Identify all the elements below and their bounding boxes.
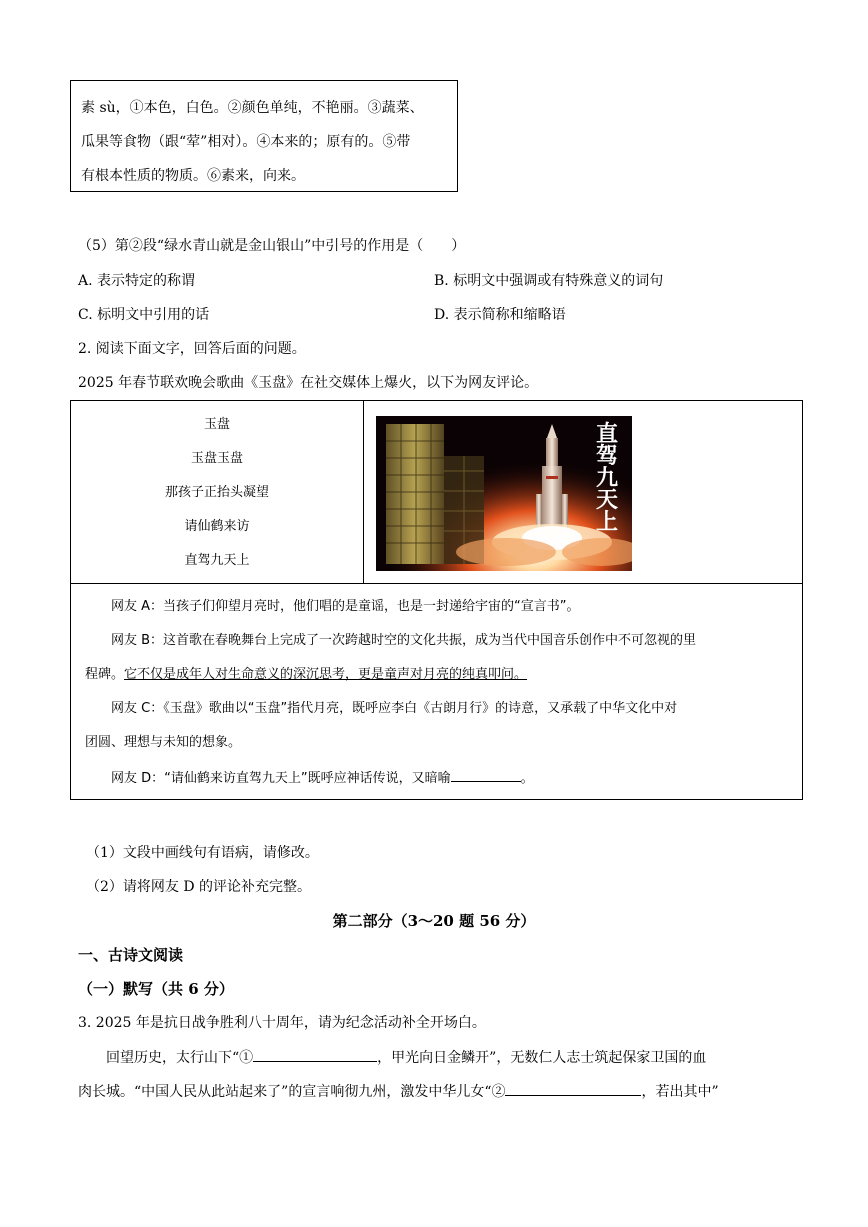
column-divider	[363, 401, 364, 583]
q5-stem: （5）第②段“绿水青山就是金山银山”中引号的作用是（ ）	[78, 238, 466, 254]
underlined-sentence: 它不仅是成年人对生命意义的深沉思考，更是童声对月亮的纯真叩问。	[124, 667, 528, 682]
comment-b-prefix: 程碑。	[85, 667, 125, 682]
part-two-title: 第二部分（3～20 题 56 分）	[332, 912, 536, 930]
image-caption: 直驾九天上	[595, 422, 618, 535]
comment-d-suffix: 。	[520, 771, 534, 786]
q5-option-d[interactable]: D. 表示简称和缩略语	[434, 307, 566, 323]
sub-question-1: （1）文段中画线句有语病，请修改。	[86, 845, 319, 861]
comment-b-line-1: 网友 B：这首歌在春晚舞台上完成了一次跨越时空的文化共振，成为当代中国音乐创作中不可忽视的里	[111, 633, 697, 648]
q3-line-2-b: ，若出其中”	[641, 1084, 719, 1100]
definition-line-2: 瓜果等食物（跟“荤”相对）。④本来的；原有的。⑤带	[81, 134, 411, 150]
poem-line-5: 直驾九天上	[184, 553, 250, 568]
comment-c-line-1: 网友 C：《玉盘》歌曲以“玉盘”指代月亮，既呼应李白《古朗月行》的诗意，又承载了中华文化中对	[111, 701, 678, 716]
q2-intro: 2. 阅读下面文字，回答后面的问题。	[78, 341, 306, 357]
q3-blank-2[interactable]	[505, 1081, 641, 1096]
row-divider	[71, 583, 802, 584]
comment-d	[111, 767, 534, 789]
comment-b-line-2	[85, 665, 527, 685]
comment-d-prefix: 网友 D：“请仙鹤来访直驾九天上”既呼应神话传说，又暗喻	[111, 771, 451, 786]
q3-intro: 3. 2025 年是抗日战争胜利八十周年，请为纪念活动补全开场白。	[78, 1015, 486, 1031]
q5-option-c[interactable]: C. 标明文中引用的话	[78, 307, 210, 323]
poem-line-3: 那孩子正抬头凝望	[164, 485, 269, 500]
section-1-title: 一、古诗文阅读	[78, 946, 184, 964]
definition-line-3: 有根本性质的物质。⑥素来，向来。	[81, 168, 305, 184]
q3-line-1-b: ，甲光向日金鳞开”，无数仁人志士筑起保家卫国的血	[377, 1050, 707, 1066]
q3-line-1-a: 回望历史，太行山下“①	[106, 1050, 254, 1066]
sub-question-2: （2）请将网友 D 的评论补充完整。	[86, 879, 312, 895]
comment-d-blank[interactable]	[451, 767, 521, 782]
q3-line-2-a: 肉长城。“中国人民从此站起来了”的宣言响彻九州，激发中华儿女“②	[78, 1084, 506, 1100]
comment-c-line-2: 团圆、理想与未知的想象。	[85, 735, 242, 750]
poem-line-2: 玉盘玉盘	[190, 451, 243, 466]
comment-a: 网友 A：当孩子们仰望月亮时，他们唱的是童谣，也是一封递给宇宙的“宣言书”。	[111, 599, 580, 614]
poem-line-1: 玉盘	[203, 417, 230, 432]
q3-line-1	[106, 1047, 706, 1068]
definition-line-1: 素 sù，①本色，白色。②颜色单纯，不艳丽。③蔬菜、	[81, 100, 424, 116]
subsection-1-title: （一）默写（共 6 分）	[78, 980, 234, 998]
poem-line-4: 请仙鹤来访	[184, 519, 250, 534]
q3-blank-1[interactable]	[253, 1047, 377, 1062]
song-table	[70, 400, 803, 800]
q5-option-a[interactable]: A. 表示特定的称谓	[78, 273, 196, 289]
rocket-launch-image	[376, 416, 632, 571]
q5-option-b[interactable]: B. 标明文中强调或有特殊意义的词句	[434, 273, 664, 289]
q2-context: 2025 年春节联欢晚会歌曲《玉盘》在社交媒体上爆火，以下为网友评论。	[78, 375, 539, 391]
definition-box	[70, 80, 458, 192]
q3-line-2	[78, 1081, 719, 1102]
